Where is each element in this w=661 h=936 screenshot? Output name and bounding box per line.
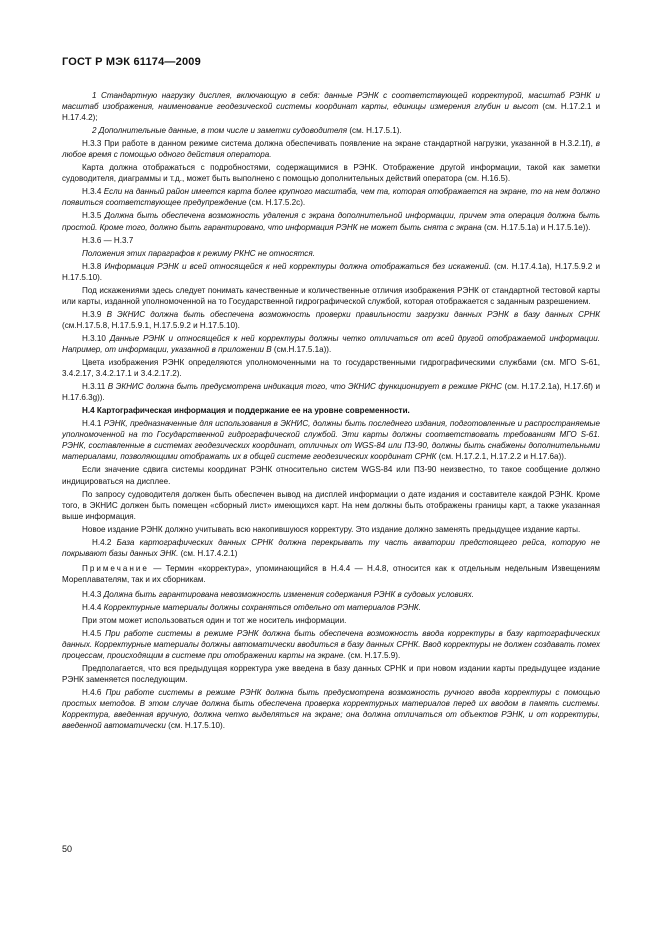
paragraph bbox=[62, 418, 600, 462]
paragraph bbox=[62, 589, 600, 600]
text-run: Цвета изображения РЭНК определяются уполномоченными на то государственными гидрографическими службами (см. МГО S-61, 3.4.2.17, 3.4.2.17.1 и 3.4.2.17.2). bbox=[62, 358, 600, 379]
text-run: (см. Н.17.5.2с). bbox=[246, 198, 306, 208]
text-run: (см. Н.17.2.1 и Н.17.4.2); bbox=[62, 102, 600, 123]
paragraph bbox=[62, 563, 600, 585]
paragraph bbox=[62, 261, 600, 283]
text-run: (см. Н.17.2.1, Н.17.2.2 и Н.17.6а)). bbox=[436, 452, 567, 462]
text-run: Примечание bbox=[82, 563, 149, 573]
paragraph bbox=[62, 687, 600, 731]
text-run: (см. Н.17.5.1а) и Н.17.5.1е)). bbox=[481, 222, 591, 232]
text-run: Н.4.6 bbox=[82, 688, 106, 698]
paragraph bbox=[62, 381, 600, 403]
text-run: (см. Н.17.4.1а), Н.17.5.9.2 и Н.17.5.10). bbox=[62, 261, 600, 282]
text-run: — Термин «корректура», упоминающийся в Н.4.4 — Н.4.8, относится как к отдельным недельным Извещениям Мореплавателям, так и их сборникам. bbox=[62, 563, 600, 584]
paragraph bbox=[62, 663, 600, 685]
document-body bbox=[62, 90, 600, 733]
text-run: (см. Н.17.5.10). bbox=[165, 721, 225, 731]
text-run: Новое издание РЭНК должно учитывать всю накопившуюся корректуру. Это издание должно заменять предыдущее издание карты. bbox=[82, 524, 581, 534]
page-number: 50 bbox=[62, 844, 73, 854]
paragraph bbox=[62, 524, 600, 535]
text-run: Н.3.8 bbox=[82, 261, 105, 271]
text-run: Н.4.3 bbox=[82, 589, 104, 599]
paragraph bbox=[62, 628, 600, 661]
paragraph bbox=[62, 162, 600, 184]
text-run: По запросу судоводителя должен быть обеспечен вывод на дисплей информации о дате издания и составителе каждой РЭНК. Кроме того, в ЭКНИС должен быть помещен «сборный лист» имеющихся карт. На нем должны быть отображены границы карт, а также указанная выше информация. bbox=[62, 489, 600, 521]
paragraph bbox=[62, 248, 600, 259]
paragraph bbox=[62, 357, 600, 379]
italic-text: Корректурные материалы должны сохраняться отдельно от материалов РЭНК. bbox=[103, 602, 421, 612]
italic-text: 1 Стандартную нагрузку дисплея, включающую в себя: данные РЭНК с соответствующей корректурой, масштаб РЭНК и масштаб изображения, наименование геодезической системы координат карты, единицы измерения глубин и высот bbox=[62, 91, 600, 112]
italic-text: РЭНК, предназначенные для использования в ЭКНИС, должны быть последнего издания, подготовленные и распространяемые уполномоченной на то Государственной гидрографической службой. Эти карты должны соответствовать требованиям МГО S-61. РЭНК, составленные в системах геодезических координат, отличных от WGS-84 или ПЗ-90, должны быть снабжены дополнительными материалами, позволяющими отображать их в общей системе геодезических координат СРНК bbox=[62, 419, 600, 462]
italic-text: Данные РЭНК и относящейся к ней корректуры должны четко отличаться от всей другой отображаемой информации. Например, от информации, указанной в приложении В bbox=[62, 333, 600, 354]
italic-text: Должна быть обеспечена возможность удаления с экрана дополнительной информации, причем эта операция должна быть простой. Кроме того, должно быть гарантировано, что информация РЭНК не может быть снята с экрана bbox=[62, 211, 600, 232]
paragraph bbox=[62, 309, 600, 331]
text-run: (см. Н.17.2.1а), Н.17.6f) и Н.17.6.3g)). bbox=[62, 382, 601, 403]
text-run: Н.3.5 bbox=[82, 211, 105, 221]
text-run: Н.4.5 bbox=[82, 629, 106, 639]
italic-text: Информация РЭНК и всей относящейся к ней корректуры должна отображаться без искажений. bbox=[104, 261, 491, 271]
italic-text: Должна быть гарантирована невозможность изменения содержания РЭНК в судовых условиях. bbox=[103, 589, 474, 599]
text-run: (см. Н.17.5.9). bbox=[345, 651, 401, 661]
paragraph bbox=[62, 186, 600, 208]
paragraph bbox=[62, 537, 600, 559]
text-run: (см. Н.17.4.2.1) bbox=[178, 548, 238, 558]
paragraph bbox=[62, 90, 600, 123]
text-run: (см.Н.17.5.8, Н.17.5.9.1, Н.17.5.9.2 и Н.17.5.10). bbox=[62, 320, 240, 330]
text-run: Н.3.11 bbox=[82, 382, 108, 392]
italic-text: 2 Дополнительные данные, в том числе и заметки судоводителя bbox=[92, 126, 348, 136]
italic-text: При работе системы в режиме РЭНК должна быть предусмотрена возможность ручного ввода корректуры с помощью простых методов. В этом случае должна быть обеспечена проверка корректурных материалов перед их вводом в память системы. Корректура, введенная вручную, должна четко выделяться на экране; она должна отличаться от объектов РЭНК, и от корректуры, введенной автоматически bbox=[62, 688, 600, 731]
text-run: Н.3.6 — Н.3.7 bbox=[82, 235, 134, 245]
text-run: При этом может использоваться один и тот же носитель информации. bbox=[82, 616, 347, 626]
paragraph bbox=[62, 602, 600, 613]
text-run: Н.4 Картографическая информация и поддержание ее на уровне современности. bbox=[82, 406, 410, 416]
text-run: Н.3.4 bbox=[82, 187, 104, 197]
paragraph bbox=[62, 405, 600, 416]
text-run: Н.4.4 bbox=[82, 602, 104, 612]
italic-text: в любое время с помощью одного действия оператора. bbox=[62, 139, 600, 160]
text-run: Н.3.9 bbox=[82, 309, 107, 319]
italic-text: Положения этих параграфов к режиму РКНС не относятся. bbox=[82, 248, 315, 258]
italic-text: Если на данный район имеется карта более крупного масштаба, чем та, которая отображается на экране, то на нем должно появиться соответствующее предупреждение bbox=[62, 187, 600, 208]
paragraph bbox=[62, 489, 600, 522]
text-run: Н.3.10 bbox=[82, 333, 110, 343]
paragraph bbox=[62, 235, 600, 246]
paragraph bbox=[62, 125, 600, 136]
text-run: Н.4.1 bbox=[82, 419, 104, 429]
standard-header: ГОСТ Р МЭК 61174—2009 bbox=[62, 56, 201, 68]
paragraph bbox=[62, 615, 600, 626]
paragraph bbox=[62, 138, 600, 160]
italic-text: В ЭКНИС должна быть предусмотрена индикация того, что ЭКНИС функционирует в режиме РКНС bbox=[107, 382, 502, 392]
paragraph bbox=[62, 210, 600, 232]
text-run: Карта должна отображаться с подробностями, содержащимися в РЭНК. Отображение другой информации, такой как заметки судоводителя, диаграммы и т.д., может быть выполнено с помощью дополнительных действий оператора (см. Н.16.5). bbox=[62, 163, 600, 184]
text-run: Н.3.3 При работе в данном режиме система должна обеспечивать появление на экране стандартной нагрузки, указанной в Н.3.2.1f), bbox=[82, 139, 596, 149]
text-run: Если значение сдвига системы координат РЭНК относительно систем WGS-84 или ПЗ-90 неизвестно, то такое сообщение должно индицироваться на дисплее. bbox=[62, 465, 600, 486]
paragraph bbox=[62, 464, 600, 486]
text-run: Под искажениями здесь следует понимать качественные и количественные отличия изображения РЭНК от стандартной тестовой карты или карты, изданной уполномоченной на то Государственной гидрографической службой, которая отображается с заданным разрешением. bbox=[62, 285, 600, 306]
text-run: Н.4.2 bbox=[92, 537, 117, 547]
text-run: (см. Н.17.5.1). bbox=[347, 126, 402, 136]
text-run: (см.Н.17.5.1а)). bbox=[271, 344, 332, 354]
paragraph bbox=[62, 285, 600, 307]
italic-text: База картографических данных СРНК должна перекрывать ту часть акватории предстоящего рейса, которую не покрывают базы данных ЭНК. bbox=[62, 537, 600, 558]
italic-text: При работе системы в режиме РЭНК должна быть обеспечена возможность ввода корректуры в базу картографических данных. Корректурные материалы должны автоматически вводиться в базу данных СРНК. Ввод корректуры не должен создавать помех процессам, происходящим в системе при отображении карты на экране. bbox=[62, 629, 600, 661]
paragraph bbox=[62, 333, 600, 355]
italic-text: В ЭКНИС должна быть обеспечена возможность проверки правильности загрузки данных РЭНК в базу данных СРНК bbox=[106, 309, 600, 319]
text-run: Предполагается, что вся предыдущая корректура уже введена в базу данных СРНК и при новом издании карты предыдущее издание РЭНК заменяется последующим. bbox=[62, 664, 600, 685]
